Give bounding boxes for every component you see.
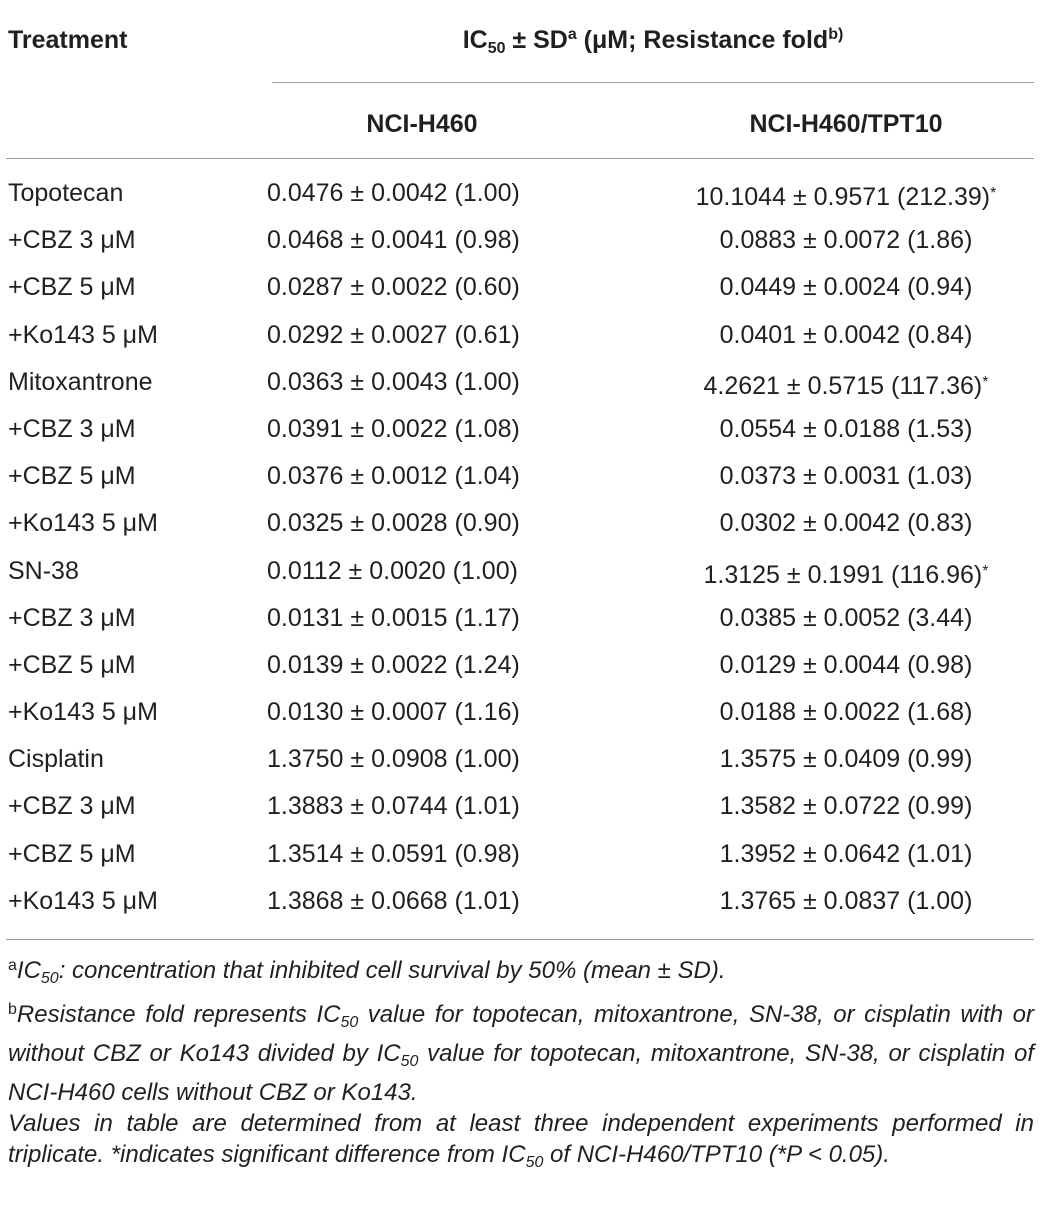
- column-header-nci-h460-tpt10: NCI-H460/TPT10: [749, 110, 943, 138]
- significance-marker: *: [982, 562, 989, 580]
- nci-h460-value-cell: 0.0130 ± 0.0007 (1.16): [267, 698, 520, 727]
- treatment-cell: +CBZ 5 μM: [8, 650, 136, 679]
- footnote-b-text3: value for topotecan, mitoxantrone, SN-38, or cisplatin of NCI-H460 cells without CBZ or Ko143.: [8, 1040, 1034, 1106]
- table-row: [0, 783, 1042, 830]
- significance-marker: *: [982, 373, 989, 391]
- treatment-cell: +CBZ 3 μM: [8, 414, 136, 443]
- value-text: 1.3952 ± 0.0642 (1.01): [719, 839, 973, 868]
- footnote-c: [8, 1108, 1034, 1178]
- nci-h460-tpt10-value-cell: [660, 878, 1032, 925]
- footnote-c-text2: of NCI-H460/TPT10 (*P < 0.05).: [543, 1141, 890, 1168]
- nci-h460-tpt10-value-cell: [660, 595, 1032, 642]
- nci-h460-tpt10-value-cell: [660, 312, 1032, 359]
- table-row: [0, 312, 1042, 359]
- footnote-b: [8, 994, 1034, 1108]
- value-text: 0.0188 ± 0.0022 (1.68): [719, 698, 973, 727]
- footnote-a-pre: IC: [16, 957, 41, 984]
- treatment-cell: +CBZ 3 μM: [8, 603, 136, 632]
- nci-h460-value-cell: 0.0391 ± 0.0022 (1.08): [267, 414, 520, 443]
- nci-h460-tpt10-value-cell: [660, 736, 1032, 783]
- value-text: 0.0449 ± 0.0024 (0.94): [719, 273, 973, 302]
- nci-h460-value-cell: 0.0287 ± 0.0022 (0.60): [267, 273, 520, 302]
- nci-h460-value-cell: 1.3750 ± 0.0908 (1.00): [267, 745, 520, 774]
- nci-h460-tpt10-value-cell: [660, 453, 1032, 500]
- table-row: [0, 264, 1042, 311]
- treatment-cell: +CBZ 5 μM: [8, 462, 136, 491]
- table-row: [0, 500, 1042, 547]
- table-row: [0, 359, 1042, 406]
- treatment-cell: Mitoxantrone: [8, 367, 153, 396]
- table-row: [0, 831, 1042, 878]
- nci-h460-tpt10-value-cell: [660, 359, 1032, 410]
- treatment-cell: +Ko143 5 μM: [8, 698, 158, 727]
- treatment-cell: Cisplatin: [8, 745, 104, 774]
- table-row: [0, 170, 1042, 217]
- nci-h460-value-cell: 0.0468 ± 0.0041 (0.98): [267, 226, 520, 255]
- nci-h460-value-cell: 0.0139 ± 0.0022 (1.24): [267, 650, 520, 679]
- treatment-cell: +CBZ 5 μM: [8, 273, 136, 302]
- footnote-b-mark: b: [8, 1001, 17, 1018]
- treatment-cell: Topotecan: [8, 179, 124, 207]
- footnote-b-sub2: 50: [400, 1053, 419, 1070]
- value-text: 0.0129 ± 0.0044 (0.98): [719, 650, 973, 679]
- nci-h460-value-cell: 0.0131 ± 0.0015 (1.17): [267, 603, 520, 632]
- nci-h460-tpt10-value-cell: [660, 170, 1032, 221]
- table-body: [0, 170, 1042, 925]
- table-row: [0, 736, 1042, 783]
- value-text: 0.0554 ± 0.0188 (1.53): [719, 414, 973, 443]
- nci-h460-value-cell: 0.0325 ± 0.0028 (0.90): [267, 509, 520, 538]
- column-header-nci-h460: NCI-H460: [366, 110, 478, 138]
- footnote-a-mark: a: [8, 957, 17, 974]
- ic50-header-units: (μM; Resistance fold: [576, 26, 829, 54]
- table-row: [0, 642, 1042, 689]
- value-text: 0.0401 ± 0.0042 (0.84): [719, 320, 973, 349]
- nci-h460-tpt10-value-cell: [660, 217, 1032, 264]
- footnote-c-sub: 50: [525, 1154, 544, 1171]
- header-subrule: [272, 82, 1034, 83]
- ic50-header-sup-a: a: [567, 26, 577, 43]
- nci-h460-tpt10-value-cell: [660, 406, 1032, 453]
- nci-h460-tpt10-value-cell: [660, 548, 1032, 599]
- footnote-a-sub: 50: [40, 970, 59, 987]
- nci-h460-value-cell: 0.0376 ± 0.0012 (1.04): [267, 462, 520, 491]
- ic50-header: [272, 26, 1034, 58]
- treatment-cell: +CBZ 3 μM: [8, 226, 136, 255]
- nci-h460-tpt10-value-cell: [660, 783, 1032, 830]
- nci-h460-value-cell: 1.3868 ± 0.0668 (1.01): [267, 886, 520, 915]
- treatment-cell: +Ko143 5 μM: [8, 886, 158, 915]
- table-row: [0, 217, 1042, 264]
- treatment-cell: +CBZ 5 μM: [8, 839, 136, 868]
- header-divider: [6, 158, 1034, 159]
- treatment-cell: +Ko143 5 μM: [8, 320, 158, 349]
- table-row: [0, 878, 1042, 925]
- footnote-b-text2: value for topotecan, mitoxantrone, SN-38, or cisplatin with or without CBZ or Ko143 divided by IC: [8, 1001, 1035, 1067]
- nci-h460-value-cell: 0.0363 ± 0.0043 (1.00): [267, 367, 520, 396]
- table-row: [0, 406, 1042, 453]
- footnotes: [8, 950, 1034, 1178]
- value-text: 4.2621 ± 0.5715 (117.36): [703, 371, 983, 400]
- treatment-cell: SN-38: [8, 556, 79, 585]
- value-text: 1.3582 ± 0.0722 (0.99): [719, 792, 973, 821]
- footnote-a: [8, 950, 1034, 994]
- table-row: [0, 453, 1042, 500]
- nci-h460-tpt10-value-cell: [660, 831, 1032, 878]
- table-row: [0, 595, 1042, 642]
- footnote-a-text: : concentration that inhibited cell survival by 50% (mean ± SD).: [58, 957, 726, 984]
- value-text: 1.3765 ± 0.0837 (1.00): [719, 886, 973, 915]
- nci-h460-value-cell: 1.3514 ± 0.0591 (0.98): [267, 839, 520, 868]
- ic50-header-sd: ± SD: [505, 26, 568, 54]
- nci-h460-tpt10-value-cell: [660, 689, 1032, 736]
- value-text: 1.3125 ± 0.1991 (116.96): [703, 560, 983, 589]
- table-row: [0, 548, 1042, 595]
- nci-h460-value-cell: 0.0292 ± 0.0027 (0.61): [267, 320, 520, 349]
- treatment-cell: +CBZ 3 μM: [8, 792, 136, 821]
- footer-divider: [6, 939, 1034, 940]
- ic50-header-label: IC: [462, 26, 488, 54]
- table-row: [0, 689, 1042, 736]
- significance-marker: *: [990, 185, 997, 202]
- nci-h460-value-cell: 0.0112 ± 0.0020 (1.00): [267, 556, 518, 585]
- nci-h460-value-cell: 0.0476 ± 0.0042 (1.00): [267, 179, 520, 207]
- nci-h460-tpt10-value-cell: [660, 264, 1032, 311]
- footnote-b-sub1: 50: [340, 1014, 359, 1031]
- value-text: 0.0373 ± 0.0031 (1.03): [719, 462, 973, 491]
- nci-h460-tpt10-value-cell: [660, 500, 1032, 547]
- treatment-cell: +Ko143 5 μM: [8, 509, 158, 538]
- footnote-c-text1: Values in table are determined from at least three independent experiments performed in triplicate. *indicates significant difference from IC: [8, 1110, 1034, 1168]
- nci-h460-value-cell: 1.3883 ± 0.0744 (1.01): [267, 792, 520, 821]
- footnote-b-text1: Resistance fold represents IC: [16, 1001, 341, 1028]
- value-text: 10.1044 ± 0.9571 (212.39): [695, 183, 991, 211]
- treatment-header: Treatment: [8, 26, 128, 54]
- value-text: 1.3575 ± 0.0409 (0.99): [719, 745, 973, 774]
- ic50-header-sup-b: b): [828, 26, 844, 43]
- value-text: 0.0302 ± 0.0042 (0.83): [719, 509, 973, 538]
- value-text: 0.0385 ± 0.0052 (3.44): [719, 603, 973, 632]
- ic50-header-sub: 50: [487, 40, 506, 57]
- nci-h460-tpt10-value-cell: [660, 642, 1032, 689]
- value-text: 0.0883 ± 0.0072 (1.86): [719, 226, 973, 255]
